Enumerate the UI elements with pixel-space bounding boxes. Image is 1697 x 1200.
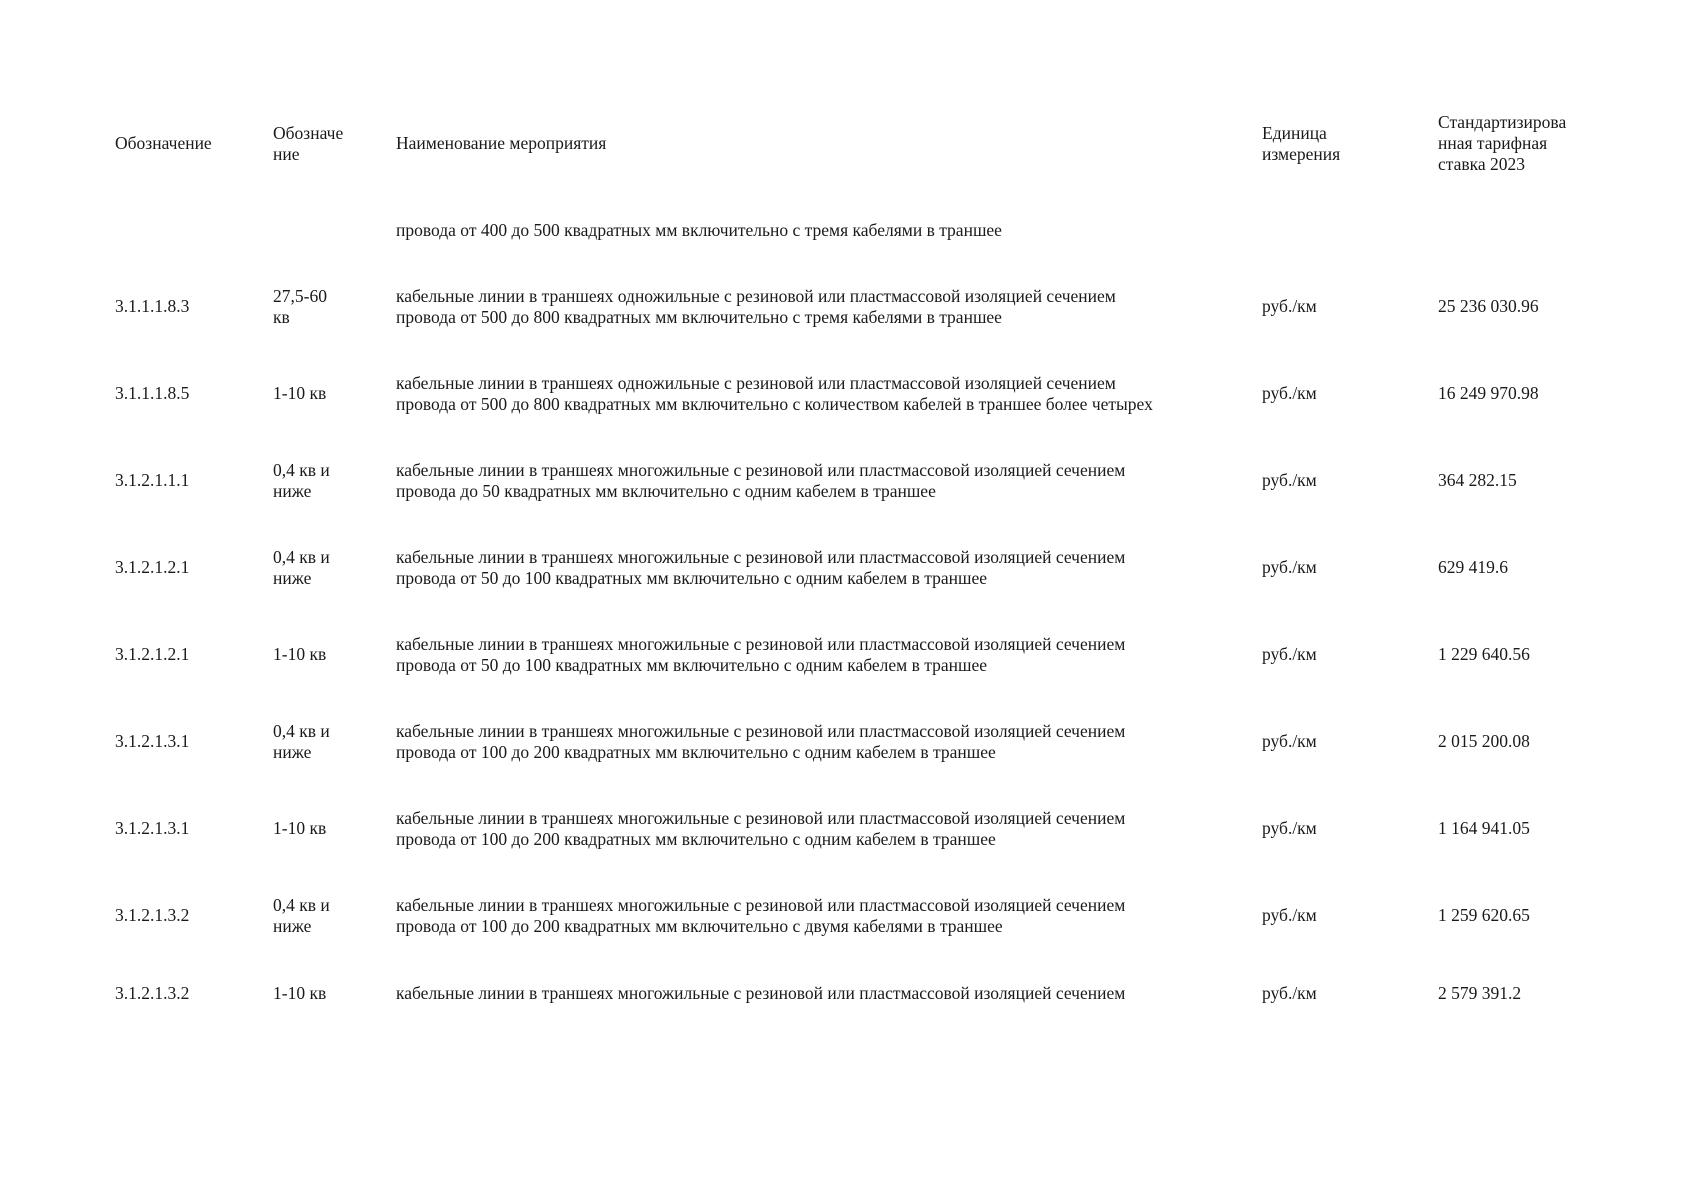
row-rate: 2 579 391.2	[1438, 983, 1522, 1003]
row-name-line1: кабельные линии в траншеях многожильные с резиновой или пластмассовой изоляцией сечением	[396, 895, 1126, 915]
row-name	[396, 895, 1125, 937]
header-tariff-rate-line2: нная тарифная	[1438, 133, 1548, 153]
row-voltage-line1: 0,4 кв и	[273, 721, 330, 741]
row-name-line1: кабельные линии в траншеях многожильные с резиновой или пластмассовой изоляцией сечением	[396, 721, 1126, 741]
row-unit: руб./км	[1262, 905, 1317, 925]
row-voltage	[273, 286, 327, 328]
row-rate: 1 164 941.05	[1438, 818, 1530, 838]
row-code: 3.1.2.1.3.2	[115, 983, 190, 1003]
header-designation-2	[273, 123, 343, 165]
row-name-line2: провода от 50 до 100 квадратных мм включительно с одним кабелем в траншее	[396, 655, 988, 675]
row-code: 3.1.2.1.3.1	[115, 818, 190, 838]
row-name	[396, 721, 1125, 763]
row-name-line2: провода от 100 до 200 квадратных мм включительно с одним кабелем в траншее	[396, 829, 996, 849]
row-voltage-line1: 27,5-60	[273, 286, 327, 306]
row-voltage-line1: 1-10 кв	[273, 983, 327, 1003]
row-name-line2: провода от 100 до 200 квадратных мм включительно с двумя кабелями в траншее	[396, 916, 1003, 936]
row-name-line1: кабельные линии в траншеях многожильные с резиновой или пластмассовой изоляцией сечением	[396, 634, 1126, 654]
header-unit-line1: Единица	[1262, 123, 1327, 143]
row-code: 3.1.2.1.2.1	[115, 557, 190, 577]
header-unit	[1262, 123, 1340, 165]
row-voltage	[273, 983, 326, 1004]
row-voltage-line2: ниже	[273, 568, 312, 588]
row-voltage	[273, 460, 330, 502]
row-name	[396, 460, 1125, 502]
row-unit: руб./км	[1262, 296, 1317, 316]
row-rate: 16 249 970.98	[1438, 383, 1539, 403]
row-unit: руб./км	[1262, 557, 1317, 577]
row-name-line2: провода от 500 до 800 квадратных мм включительно с тремя кабелями в траншее	[396, 307, 1002, 327]
row-voltage-line2: ниже	[273, 481, 312, 501]
row-code: 3.1.2.1.3.2	[115, 905, 190, 925]
row-voltage	[273, 895, 330, 937]
row-name	[396, 634, 1125, 676]
row-unit: руб./км	[1262, 818, 1317, 838]
row-unit: руб./км	[1262, 383, 1317, 403]
row-name-line1: кабельные линии в траншеях одножильные с резиновой или пластмассовой изоляцией сечением	[396, 286, 1116, 306]
row-rate: 629 419.6	[1438, 557, 1508, 577]
row-rate: 364 282.15	[1438, 470, 1517, 490]
row-voltage-line1: 1-10 кв	[273, 644, 327, 664]
row-name	[396, 373, 1153, 415]
row-name-line1: кабельные линии в траншеях многожильные с резиновой или пластмассовой изоляцией сечением	[396, 808, 1126, 828]
row-code: 3.1.1.1.8.5	[115, 383, 190, 403]
header-tariff-rate	[1438, 112, 1566, 175]
row-voltage-line1: 0,4 кв и	[273, 460, 330, 480]
row-name-line1: кабельные линии в траншеях одножильные с резиновой или пластмассовой изоляцией сечением	[396, 373, 1116, 393]
row-name-line1: кабельные линии в траншеях многожильные с резиновой или пластмассовой изоляцией сечением	[396, 983, 1126, 1003]
row-voltage	[273, 644, 326, 665]
row-unit: руб./км	[1262, 983, 1317, 1003]
row-unit: руб./км	[1262, 731, 1317, 751]
row-voltage	[273, 383, 326, 404]
row-code: 3.1.2.1.1.1	[115, 470, 190, 490]
row-code: 3.1.2.1.2.1	[115, 644, 190, 664]
row-name	[396, 547, 1125, 589]
row-voltage	[273, 818, 326, 839]
row-voltage-line2: ниже	[273, 916, 312, 936]
continuation-text: провода от 400 до 500 квадратных мм включительно с тремя кабелями в траншее	[396, 220, 1002, 240]
row-name	[396, 286, 1116, 328]
row-name	[396, 983, 1125, 1004]
row-voltage	[273, 721, 330, 763]
row-name-line2: провода от 500 до 800 квадратных мм включительно с количеством кабелей в траншее более четырех	[396, 394, 1153, 414]
row-name-line2: провода от 100 до 200 квадратных мм включительно с одним кабелем в траншее	[396, 742, 996, 762]
row-voltage-line1: 0,4 кв и	[273, 547, 330, 567]
header-tariff-rate-line3: ставка 2023	[1438, 154, 1526, 174]
row-name-line1: кабельные линии в траншеях многожильные с резиновой или пластмассовой изоляцией сечением	[396, 460, 1126, 480]
row-unit: руб./км	[1262, 644, 1317, 664]
row-voltage-line2: ниже	[273, 742, 312, 762]
row-code: 3.1.1.1.8.3	[115, 296, 190, 316]
header-designation-2-line1: Обозначе	[273, 123, 344, 143]
row-voltage-line1: 1-10 кв	[273, 818, 327, 838]
row-rate: 25 236 030.96	[1438, 296, 1539, 316]
header-activity-name: Наименование мероприятия	[396, 133, 607, 153]
row-code: 3.1.2.1.3.1	[115, 731, 190, 751]
row-rate: 1 229 640.56	[1438, 644, 1530, 664]
row-name-line2: провода от 50 до 100 квадратных мм включительно с одним кабелем в траншее	[396, 568, 988, 588]
row-voltage-line1: 1-10 кв	[273, 383, 327, 403]
row-name-line1: кабельные линии в траншеях многожильные с резиновой или пластмассовой изоляцией сечением	[396, 547, 1126, 567]
row-voltage-line2: кв	[273, 307, 290, 327]
row-name	[396, 808, 1125, 850]
header-tariff-rate-line1: Стандартизирова	[1438, 112, 1567, 132]
row-unit: руб./км	[1262, 470, 1317, 490]
row-rate: 2 015 200.08	[1438, 731, 1530, 751]
row-name-line2: провода до 50 квадратных мм включительно с одним кабелем в траншее	[396, 481, 936, 501]
row-voltage	[273, 547, 330, 589]
header-unit-line2: измерения	[1262, 144, 1341, 164]
row-voltage-line1: 0,4 кв и	[273, 895, 330, 915]
header-designation-2-line2: ние	[273, 144, 300, 164]
row-rate: 1 259 620.65	[1438, 905, 1530, 925]
header-designation: Обозначение	[115, 133, 212, 153]
